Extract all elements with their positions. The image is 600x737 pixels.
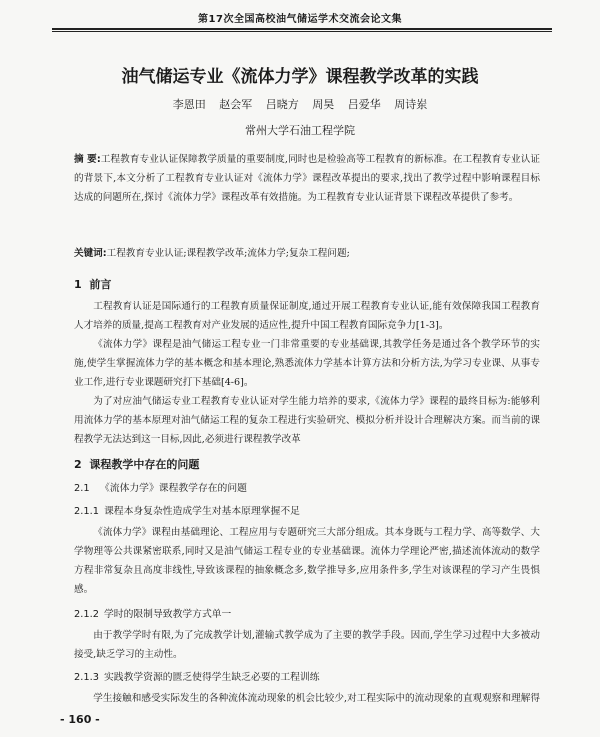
section-heading-2 [74,456,199,472]
subsubsection-number: 2.1.3 [74,672,99,683]
keywords-label: 关键词: [74,248,107,259]
section-number: 2 [74,458,82,471]
paragraph-2-1-3: 学生接触和感受实际发生的各种流体流动现象的机会比较少,对工程实际中的流动现象的直观观察和理解得 [93,693,540,704]
affiliation: 常州大学石油工程学院 [245,124,355,137]
abstract [74,150,540,207]
section-number: 1 [74,278,82,291]
section-title: 课程教学中存在的问题 [89,458,200,471]
subsection-heading-2-1 [74,480,247,494]
subsection-number: 2.1 [74,483,90,494]
paragraph-intro-1: 工程教育认证是国际通行的工程教育质量保证制度,通过开展工程教育专业认证,能有效保障我国工程教育人才培养的质量,提高工程教育对产业发展的适应性,提升中国工程教育国际竞争力[1-3]。 [74,301,540,331]
subsubsection-heading-2-1-2 [74,606,231,620]
paper-title: 油气储运专业《流体力学》课程教学改革的实践 [121,67,479,87]
subsection-title: 《流体力学》课程教学存在的问题 [100,483,247,494]
paragraph-2-1-2: 由于教学学时有限,为了完成教学计划,灌输式教学成为了主要的教学手段。因而,学生学习过程中大多被动接受,缺乏学习的主动性。 [74,630,540,660]
section-heading-1 [74,276,111,292]
keywords-text: 工程教育专业认证;课程教学改革;流体力学;复杂工程问题; [106,248,350,259]
subsubsection-heading-2-1-1 [74,503,300,517]
section-title: 前言 [89,278,112,291]
subsubsection-number: 2.1.1 [74,506,99,517]
abstract-label: 摘 要: [74,154,101,165]
subsubsection-number: 2.1.2 [74,609,99,620]
subsubsection-heading-2-1-3 [74,669,320,683]
abstract-text: 工程教育专业认证保障教学质量的重要制度,同时也是检验高等工程教育的新标准。在工程教育专业认证的背景下,本文分析了工程教育专业认证对《流体力学》课程改革提出的要求,找出了教学过程中影响课程目标达成的问题所在,探讨《流体力学》课程改革有效措施。为工程教育专业认证背景下课程改革提供了参考。 [74,154,540,203]
keywords [74,244,540,263]
header-rule-thick [52,28,552,30]
subsubsection-title: 实践教学资源的匮乏使得学生缺乏必要的工程训练 [104,672,320,683]
author-list: 李恩田 赵会军 吕晓方 周昊 吕爱华 周诗岽 [172,98,428,111]
subsubsection-title: 课程本身复杂性造成学生对基本原理掌握不足 [104,506,300,517]
paragraph-2-1-1: 《流体力学》课程由基础理论、工程应用与专题研究三大部分组成。其本身既与工程力学、高等数学、大学物理等公共课紧密联系,同时又是油气储运工程专业的专业基础课。流体力学理论严密,描述流体流动的数学方程非常复杂且高度非线性,导致该课程的抽象概念多,数学推导多,应用条件多,学生对该课程的学习产生畏惧感。 [74,527,540,595]
page-number: - 160 - [60,713,100,726]
header-rule-thin [52,31,552,32]
subsubsection-title: 学时的限制导致教学方式单一 [104,609,232,620]
running-header: 第17次全国高校油气储运学术交流会论文集 [198,14,402,25]
paragraph-intro-3: 为了对应油气储运专业工程教育专业认证对学生能力培养的要求,《流体力学》课程的最终目标为:能够利用流体力学的基本原理对油气储运工程的复杂工程进行实验研究、模拟分析并设计合理解决方案。而当前的课程教学无法达到这一目标,因此,必须进行课程教学改革 [74,396,540,445]
paragraph-intro-2: 《流体力学》课程是油气储运工程专业一门非常重要的专业基础课,其教学任务是通过各个教学环节的实施,使学生掌握流体力学的基本概念和基本理论,熟悉流体力学基本计算方法和分析方法,为学习专业课、从事专业工作,进行专业课题研究打下基础[4-6]。 [74,339,540,388]
